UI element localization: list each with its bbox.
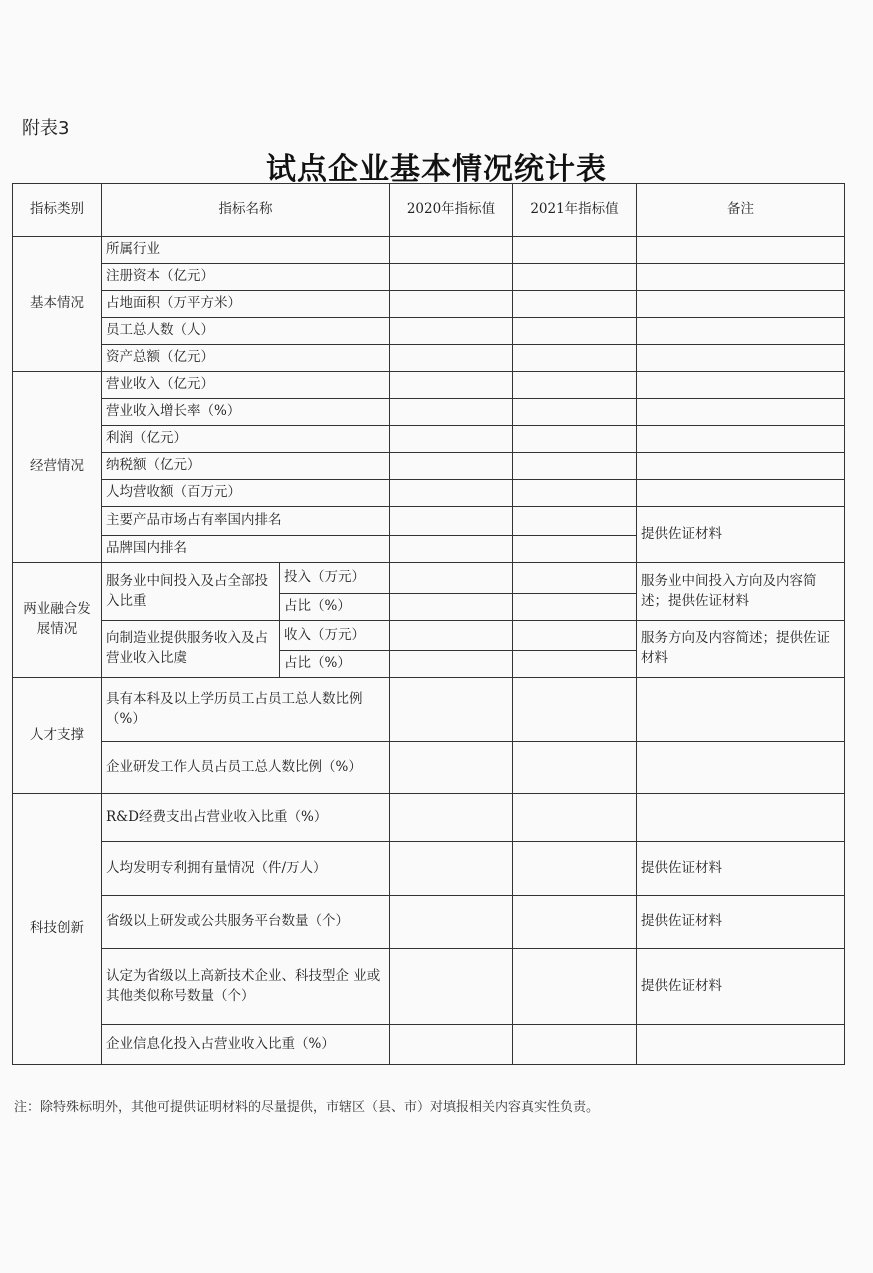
indicator-subname: 占比（%）	[280, 594, 390, 621]
indicator-subname: 投入（万元）	[280, 563, 390, 594]
value-2021-cell[interactable]	[513, 1025, 637, 1065]
value-2020-cell[interactable]	[390, 318, 513, 345]
header-remarks: 备注	[637, 184, 845, 237]
value-2021-cell[interactable]	[513, 949, 637, 1025]
remarks-note: 提供佐证材料	[637, 842, 845, 896]
value-2021-cell[interactable]	[513, 291, 637, 318]
table-row	[13, 426, 845, 453]
value-2020-cell[interactable]	[390, 480, 513, 507]
indicator-name: 品牌国内排名	[102, 536, 390, 563]
remarks-cell[interactable]	[637, 453, 845, 480]
remarks-note: 服务方向及内容简述；提供佐证材料	[637, 621, 845, 678]
indicator-name: 具有本科及以上学历员工占员工总人数比例（%）	[102, 678, 390, 742]
indicator-name: 员工总人数（人）	[102, 318, 390, 345]
value-2021-cell[interactable]	[513, 896, 637, 949]
value-2020-cell[interactable]	[390, 594, 513, 621]
value-2021-cell[interactable]	[513, 237, 637, 264]
value-2021-cell[interactable]	[513, 651, 637, 678]
table-row	[13, 480, 845, 507]
remarks-note: 提供佐证材料	[637, 507, 845, 563]
indicator-name: 服务业中间投入及占全部投入比重	[102, 563, 280, 621]
category-tech: 科技创新	[13, 794, 102, 1065]
indicator-name: 占地面积（万平方米）	[102, 291, 390, 318]
remarks-cell[interactable]	[637, 372, 845, 399]
table-row	[13, 372, 845, 399]
table-row	[13, 896, 845, 949]
indicator-name: 企业信息化投入占营业收入比重（%）	[102, 1025, 390, 1065]
value-2021-cell[interactable]	[513, 594, 637, 621]
indicator-name: 纳税额（亿元）	[102, 453, 390, 480]
value-2020-cell[interactable]	[390, 264, 513, 291]
remarks-cell[interactable]	[637, 237, 845, 264]
indicator-name: 省级以上研发或公共服务平台数量（个）	[102, 896, 390, 949]
header-2021: 2021年指标值	[513, 184, 637, 237]
remarks-cell[interactable]	[637, 1025, 845, 1065]
value-2020-cell[interactable]	[390, 794, 513, 842]
table-row	[13, 742, 845, 794]
value-2020-cell[interactable]	[390, 742, 513, 794]
value-2020-cell[interactable]	[390, 1025, 513, 1065]
statistics-table	[12, 183, 845, 1065]
remarks-cell[interactable]	[637, 426, 845, 453]
indicator-name: 营业收入增长率（%）	[102, 399, 390, 426]
indicator-name: 所属行业	[102, 237, 390, 264]
value-2021-cell[interactable]	[513, 453, 637, 480]
value-2020-cell[interactable]	[390, 842, 513, 896]
remarks-cell[interactable]	[637, 291, 845, 318]
value-2020-cell[interactable]	[390, 949, 513, 1025]
table-row	[13, 453, 845, 480]
header-row	[13, 184, 845, 237]
table-row	[13, 563, 845, 594]
remarks-cell[interactable]	[637, 678, 845, 742]
value-2021-cell[interactable]	[513, 372, 637, 399]
table-row	[13, 842, 845, 896]
table-row	[13, 318, 845, 345]
value-2021-cell[interactable]	[513, 345, 637, 372]
value-2020-cell[interactable]	[390, 291, 513, 318]
remarks-cell[interactable]	[637, 264, 845, 291]
table-row	[13, 621, 845, 651]
value-2020-cell[interactable]	[390, 651, 513, 678]
value-2021-cell[interactable]	[513, 480, 637, 507]
remarks-cell[interactable]	[637, 794, 845, 842]
table-row	[13, 507, 845, 536]
value-2021-cell[interactable]	[513, 426, 637, 453]
value-2021-cell[interactable]	[513, 536, 637, 563]
value-2020-cell[interactable]	[390, 678, 513, 742]
value-2020-cell[interactable]	[390, 536, 513, 563]
indicator-name: 人均发明专利拥有量情况（件/万人）	[102, 842, 390, 896]
indicator-subname: 收入（万元）	[280, 621, 390, 651]
value-2021-cell[interactable]	[513, 742, 637, 794]
value-2020-cell[interactable]	[390, 896, 513, 949]
value-2020-cell[interactable]	[390, 237, 513, 264]
category-basic: 基本情况	[13, 237, 102, 372]
remarks-cell[interactable]	[637, 480, 845, 507]
table-row	[13, 264, 845, 291]
value-2020-cell[interactable]	[390, 563, 513, 594]
value-2021-cell[interactable]	[513, 842, 637, 896]
category-talent: 人才支撑	[13, 678, 102, 794]
value-2020-cell[interactable]	[390, 453, 513, 480]
value-2021-cell[interactable]	[513, 563, 637, 594]
value-2021-cell[interactable]	[513, 507, 637, 536]
value-2021-cell[interactable]	[513, 678, 637, 742]
table-row	[13, 291, 845, 318]
footnote: 注：除特殊标明外，其他可提供证明材料的尽量提供，市辖区（县、市）对填报相关内容真实性负责。	[14, 1100, 600, 1115]
value-2021-cell[interactable]	[513, 621, 637, 651]
table-row	[13, 345, 845, 372]
indicator-name: 企业研发工作人员占员工总人数比例（%）	[102, 742, 390, 794]
table-row	[13, 399, 845, 426]
indicator-name: 资产总额（亿元）	[102, 345, 390, 372]
remarks-cell[interactable]	[637, 345, 845, 372]
value-2020-cell[interactable]	[390, 345, 513, 372]
header-indicator: 指标名称	[102, 184, 390, 237]
table-row	[13, 949, 845, 1025]
remarks-cell[interactable]	[637, 399, 845, 426]
value-2021-cell[interactable]	[513, 794, 637, 842]
remarks-note: 服务业中间投入方向及内容简述；提供佐证材料	[637, 563, 845, 621]
table-row	[13, 794, 845, 842]
indicator-name: 人均营收额（百万元）	[102, 480, 390, 507]
indicator-name: 利润（亿元）	[102, 426, 390, 453]
table-row	[13, 1025, 845, 1065]
category-operation: 经营情况	[13, 372, 102, 563]
value-2020-cell[interactable]	[390, 399, 513, 426]
indicator-name: 注册资本（亿元）	[102, 264, 390, 291]
document-title: 试点企业基本情况统计表	[266, 152, 607, 187]
value-2021-cell[interactable]	[513, 399, 637, 426]
header-category: 指标类别	[13, 184, 102, 237]
attachment-label: 附表3	[22, 118, 70, 139]
value-2021-cell[interactable]	[513, 264, 637, 291]
remarks-cell[interactable]	[637, 318, 845, 345]
indicator-name: 主要产品市场占有率国内排名	[102, 507, 390, 536]
indicator-name: R&D经费支出占营业收入比重（%）	[102, 794, 390, 842]
table-row	[13, 678, 845, 742]
indicator-subname: 占比（%）	[280, 651, 390, 678]
remarks-cell[interactable]	[637, 742, 845, 794]
header-2020: 2020年指标值	[390, 184, 513, 237]
value-2020-cell[interactable]	[390, 621, 513, 651]
category-integration: 两业融合发展情况	[13, 563, 102, 678]
remarks-note: 提供佐证材料	[637, 949, 845, 1025]
indicator-name: 向制造业提供服务收入及占营业收入比虞	[102, 621, 280, 678]
value-2020-cell[interactable]	[390, 426, 513, 453]
indicator-name: 营业收入（亿元）	[102, 372, 390, 399]
value-2020-cell[interactable]	[390, 372, 513, 399]
indicator-name: 认定为省级以上高新技术企业、科技型企 业或其他类似称号数量（个）	[102, 949, 390, 1025]
value-2021-cell[interactable]	[513, 318, 637, 345]
remarks-note: 提供佐证材料	[637, 896, 845, 949]
table-row	[13, 237, 845, 264]
value-2020-cell[interactable]	[390, 507, 513, 536]
